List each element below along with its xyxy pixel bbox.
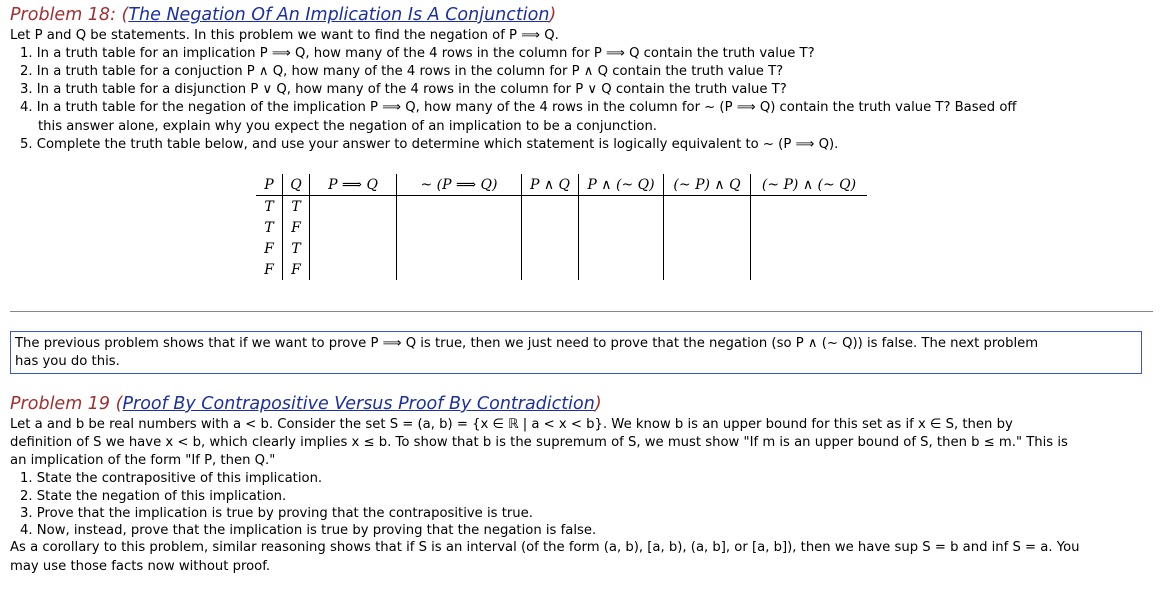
note-line-1: The previous problem shows that if we want to prove P ⟹ Q is true, then we just need to prove that the negation (so P ∧ (~ Q)) is false. The next problem <box>15 336 1039 351</box>
col-header-not-p-and-q: (~ P) ∧ Q <box>664 174 751 196</box>
problem-18-item-1: 1. In a truth table for an implication P ⟹ Q, how many of the 4 rows in the column for P ⟹ Q contain the truth value T? <box>20 46 815 61</box>
cell-blank <box>522 217 579 238</box>
col-header-q: Q <box>283 174 310 196</box>
cell-blank <box>310 217 397 238</box>
table-row <box>256 259 867 280</box>
cell-blank <box>751 238 868 259</box>
cell-p: T <box>264 219 274 236</box>
cell-blank <box>579 217 664 238</box>
problem-19-item-3: 3. Prove that the implication is true by proving that the contrapositive is true. <box>20 506 533 521</box>
col-header-negation: ~ (P ⟹ Q) <box>397 174 522 196</box>
problem-19-item-4: 4. Now, instead, prove that the implication is true by proving that the negation is false. <box>20 523 597 538</box>
cell-p: F <box>264 261 274 278</box>
note-line-2: has you do this. <box>15 354 120 369</box>
cell-blank <box>310 259 397 280</box>
cell-blank <box>522 196 579 218</box>
problem-18-item-2: 2. In a truth table for a conjuction P ∧ Q, how many of the 4 rows in the column for P ∧ Q contain the truth value T? <box>20 64 784 79</box>
problem-19-item-1: 1. State the contrapositive of this implication. <box>20 471 323 486</box>
problem-19-para-2: definition of S we have x < b, which clearly implies x ≤ b. To show that b is the supremum of S, we must show "If m is an upper bound of S, then b ≤ m." This is <box>10 435 1068 450</box>
problem-18-item-4: 4. In a truth table for the negation of the implication P ⟹ Q, how many of the 4 rows in the column for ~ (P ⟹ Q) contain the truth value T? Based off <box>20 100 1017 115</box>
cell-blank <box>664 238 751 259</box>
problem-18-item-3: 3. In a truth table for a disjunction P ∨ Q, how many of the 4 rows in the column for P ∨ Q contain the truth value T? <box>20 82 787 97</box>
cell-blank <box>522 259 579 280</box>
problem-19-link[interactable]: Proof By Contrapositive Versus Proof By Contradiction <box>122 394 595 414</box>
cell-blank <box>397 259 522 280</box>
col-header-not-p-and-not-q: (~ P) ∧ (~ Q) <box>751 174 868 196</box>
cell-blank <box>397 238 522 259</box>
problem-18-link[interactable]: The Negation Of An Implication Is A Conjunction <box>128 5 550 25</box>
table-row <box>256 217 867 238</box>
table-row <box>256 238 867 259</box>
cell-blank <box>751 196 868 218</box>
problem-19-corollary-2: may use those facts now without proof. <box>10 559 271 574</box>
cell-blank <box>310 196 397 218</box>
section-divider <box>10 311 1153 312</box>
problem-18-title: Problem 18: (The Negation Of An Implication Is A Conjunction) <box>10 5 557 25</box>
note-box <box>10 331 1142 374</box>
cell-blank <box>664 217 751 238</box>
cell-q: F <box>283 217 310 238</box>
cell-q: T <box>283 238 310 259</box>
cell-blank <box>579 196 664 218</box>
problem-19-title: Problem 19 (Proof By Contrapositive Versus Proof By Contradiction) <box>10 394 602 414</box>
cell-blank <box>664 196 751 218</box>
problem-19-item-2: 2. State the negation of this implication. <box>20 489 287 504</box>
cell-blank <box>579 259 664 280</box>
truth-table <box>256 174 867 280</box>
problem-18-intro: Let P and Q be statements. In this problem we want to find the negation of P ⟹ Q. <box>10 28 559 43</box>
cell-blank <box>397 217 522 238</box>
problem-18-item-5: 5. Complete the truth table below, and use your answer to determine which statement is logically equivalent to ~ (P ⟹ Q). <box>20 137 839 152</box>
col-header-p-and-not-q: P ∧ (~ Q) <box>579 174 664 196</box>
cell-blank <box>751 217 868 238</box>
cell-blank <box>397 196 522 218</box>
cell-blank <box>579 238 664 259</box>
table-row <box>256 196 867 218</box>
cell-blank <box>310 238 397 259</box>
cell-blank <box>522 238 579 259</box>
cell-q: F <box>283 259 310 280</box>
truth-table-header <box>256 174 867 196</box>
cell-p: T <box>264 198 274 215</box>
col-header-conjunction: P ∧ Q <box>522 174 579 196</box>
problem-19-para-1: Let a and b be real numbers with a < b. Consider the set S = (a, b) = {x ∈ ℝ | a < x < b}. We know b is an upper bound for this set as if x ∈ S, then by <box>10 417 1013 432</box>
problem-19-para-3: an implication of the form "If P, then Q." <box>10 453 276 468</box>
problem-19-corollary-1: As a corollary to this problem, similar reasoning shows that if S is an interval (of the form (a, b), [a, b), (a, b], or [a, b]), then we have sup S = b and inf S = a. You <box>10 540 1080 555</box>
cell-blank <box>664 259 751 280</box>
cell-p: F <box>264 240 274 257</box>
col-header-p: P <box>256 174 283 196</box>
problem-18-item-4-cont: this answer alone, explain why you expect the negation of an implication to be a conjunction. <box>38 119 657 134</box>
cell-q: T <box>283 196 310 218</box>
col-header-implication: P ⟹ Q <box>310 174 397 196</box>
cell-blank <box>751 259 868 280</box>
